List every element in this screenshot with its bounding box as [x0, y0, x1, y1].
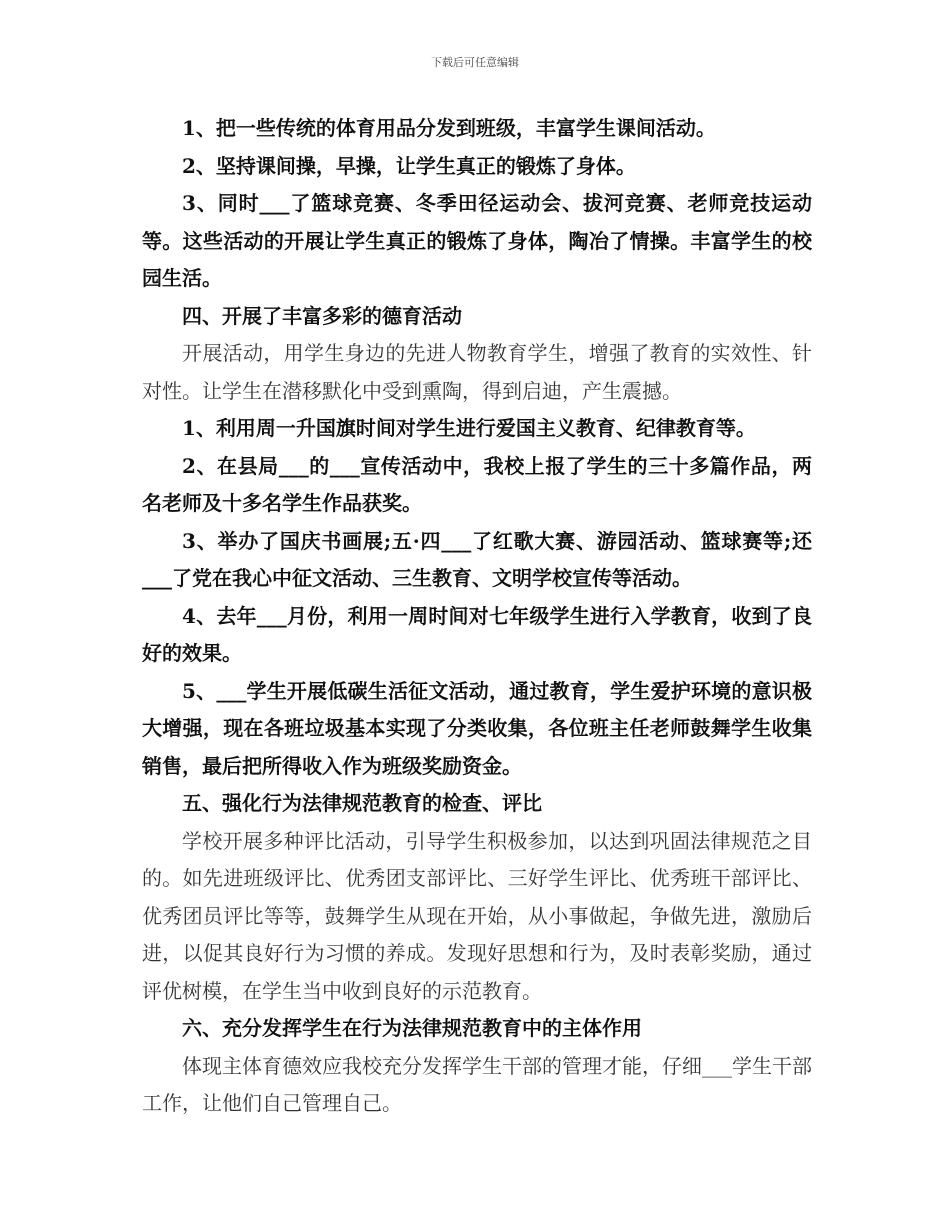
page-header: 下载后可任意编辑 [431, 56, 519, 69]
paragraph: 1、利用周一升国旗时间对学生进行爱国主义教育、纪律教育等。 [182, 416, 756, 440]
paragraph: 1、把一些传统的体育用品分发到班级，丰富学生课间活动。 [182, 116, 716, 140]
paragraph: 4、去年___月份，利用一周时间对七年级学生进行入学教育，收到了良好的效果。 [142, 603, 812, 665]
section-heading: 五、强化行为法律规范教育的检查、评比 [182, 791, 542, 815]
document-body [142, 110, 812, 1123]
paragraph: 3、同时___了篮球竞赛、冬季田径运动会、拔河竞赛、老师竞技运动等。这些活动的开展让学生真正的锻炼了身体，陶冶了情操。丰富学生的校园生活。 [142, 191, 812, 290]
section-heading: 四、开展了丰富多彩的德育活动 [182, 303, 462, 328]
paragraph: 2、坚持课间操，早操，让学生真正的锻炼了身体。 [182, 153, 636, 178]
section-heading: 六、充分发挥学生在行为法律规范教育中的主体作用 [182, 1016, 642, 1040]
paragraph: 学校开展多种评比活动，引导学生积极参加，以达到巩固法律规范之目的。如先进班级评比、优秀团支部评比、三好学生评比、优秀班干部评比、优秀团员评比等等，鼓舞学生从现在开始，从小事做起，争做先进，激励后进，以促其良好行为习惯的养成。发现好思想和行为，及时表彰奖励，通过评优树模，在学生当中收到良好的示范教育。 [142, 828, 812, 1003]
paragraph: 3、举办了国庆书画展;五·四___了红歌大赛、游园活动、篮球赛等;还___了党在我心中征文活动、三生教育、文明学校宣传等活动。 [142, 528, 812, 590]
paragraph: 开展活动，用学生身边的先进人物教育学生，增强了教育的实效性、针对性。让学生在潜移默化中受到熏陶，得到启迪，产生震撼。 [142, 341, 812, 403]
paragraph: 5、___学生开展低碳生活征文活动，通过教育，学生爱护环境的意识极大增强，现在各班垃圾基本实现了分类收集，各位班主任老师鼓舞学生收集销售，最后把所得收入作为班级奖励资金。 [142, 678, 812, 778]
paragraph: 2、在县局___的___宣传活动中，我校上报了学生的三十多篇作品，两名老师及十多名学生作品获奖。 [142, 453, 812, 515]
paragraph: 体现主体育德效应我校充分发挥学生干部的管理才能，仔细___学生干部工作，让他们自己管理自己。 [142, 1053, 812, 1115]
